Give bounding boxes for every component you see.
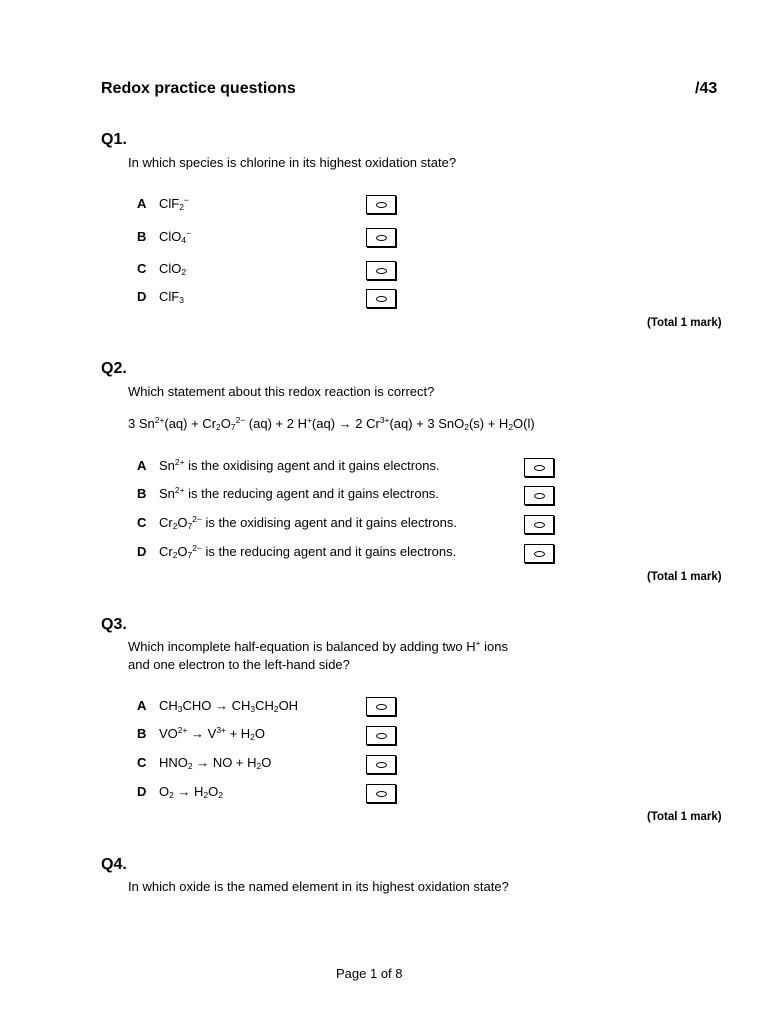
total-mark: (Total 1 mark) bbox=[647, 811, 722, 823]
answer-checkbox[interactable] bbox=[366, 755, 396, 774]
answer-checkbox[interactable] bbox=[366, 228, 396, 247]
oval-icon bbox=[376, 296, 387, 302]
option-text: $HNO_2$ → NO + $H_2O$ bbox=[159, 755, 272, 772]
option-text: ClO$_2$ bbox=[159, 261, 187, 278]
question-number: Q4. bbox=[101, 856, 127, 873]
answer-checkbox[interactable] bbox=[366, 697, 396, 716]
option-letter: A bbox=[137, 698, 147, 713]
reaction-equation: 3 $Sn^{2+}(aq) + Cr_2O_7^{2-}$ (aq) + 2 H+(aq) → 2 $Cr^{3+}(aq) + 3$ $SnO_2(s) + H_2O(l)$ bbox=[128, 414, 535, 433]
option-letter: D bbox=[137, 289, 147, 304]
page-number: Page 1 of 8 bbox=[336, 966, 403, 981]
option-letter: B bbox=[137, 229, 147, 244]
answer-checkbox[interactable] bbox=[524, 544, 554, 563]
oval-icon bbox=[376, 704, 387, 710]
oval-icon bbox=[376, 235, 387, 241]
question-prompt: In which oxide is the named element in its highest oxidation state? bbox=[128, 879, 509, 894]
option-letter: C bbox=[137, 515, 147, 530]
option-letter: C bbox=[137, 755, 147, 770]
question-number: Q2. bbox=[101, 360, 127, 377]
answer-checkbox[interactable] bbox=[524, 515, 554, 534]
total-score: /43 bbox=[695, 80, 718, 97]
question-prompt: In which species is chlorine in its highest oxidation state? bbox=[128, 155, 457, 170]
oval-icon bbox=[534, 465, 545, 471]
option-text: $VO^{2+} \to V^{3+} + H_2O$ bbox=[159, 724, 265, 743]
option-text: ClO$_4$− bbox=[159, 227, 192, 246]
option-text: $Sn^{2+}$ is the reducing agent and it gains electrons. bbox=[159, 484, 439, 501]
answer-checkbox[interactable] bbox=[366, 195, 396, 214]
answer-checkbox[interactable] bbox=[524, 486, 554, 505]
total-mark: (Total 1 mark) bbox=[647, 317, 722, 329]
option-text: $Cr_2O_7^{2-}$ is the reducing agent and it gains electrons. bbox=[159, 542, 457, 561]
option-letter: D bbox=[137, 544, 147, 559]
option-letter: D bbox=[137, 784, 147, 799]
page-title: Redox practice questions bbox=[101, 80, 296, 97]
option-text: $Sn^{2+}$ is the oxidising agent and it gains electrons. bbox=[159, 456, 440, 473]
oval-icon bbox=[376, 733, 387, 739]
answer-checkbox[interactable] bbox=[366, 289, 396, 308]
answer-checkbox[interactable] bbox=[366, 784, 396, 803]
option-letter: A bbox=[137, 196, 147, 211]
oval-icon bbox=[534, 522, 545, 528]
oval-icon bbox=[376, 791, 387, 797]
option-text: $CH_3CHO \to CH_3CH_2OH$ bbox=[159, 698, 299, 715]
option-letter: A bbox=[137, 458, 147, 473]
answer-checkbox[interactable] bbox=[366, 261, 396, 280]
question-number: Q1. bbox=[101, 131, 127, 148]
option-text: $Cr_2O_7^{2-}$ is the oxidising agent and it gains electrons. bbox=[159, 513, 457, 532]
option-text: $O_2 \to H_2O_2$ bbox=[159, 784, 223, 801]
question-prompt: Which incomplete half-equation is balanced by adding two H+ ions and one electron to the left-hand side? bbox=[128, 637, 508, 672]
oval-icon bbox=[376, 202, 387, 208]
option-text: ClF$_2$− bbox=[159, 194, 189, 213]
question-number: Q3. bbox=[101, 616, 127, 633]
oval-icon bbox=[534, 493, 545, 499]
question-prompt: Which statement about this redox reaction is correct? bbox=[128, 384, 435, 399]
option-letter: B bbox=[137, 486, 147, 501]
option-letter: C bbox=[137, 261, 147, 276]
option-text: ClF$_3$ bbox=[159, 289, 184, 306]
total-mark: (Total 1 mark) bbox=[647, 571, 722, 583]
oval-icon bbox=[376, 762, 387, 768]
answer-checkbox[interactable] bbox=[366, 726, 396, 745]
option-letter: B bbox=[137, 726, 147, 741]
answer-checkbox[interactable] bbox=[524, 458, 554, 477]
oval-icon bbox=[534, 551, 545, 557]
oval-icon bbox=[376, 268, 387, 274]
